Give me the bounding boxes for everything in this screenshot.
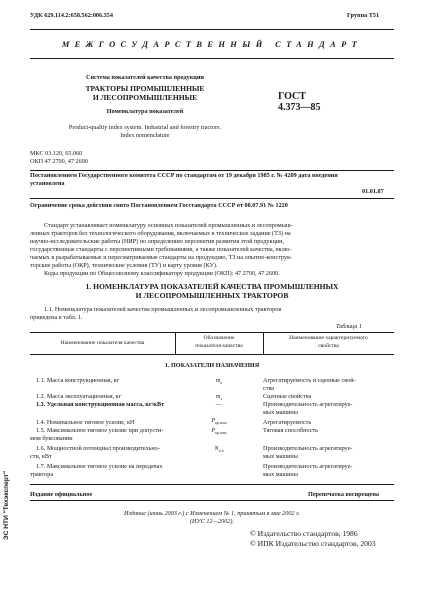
section-paragraph: 1.1. Номенклатура показателей качества промышленных и лесопромышленных тракторов — [44, 306, 282, 313]
intro-line: торские работы (ОКР), технические условия (ТУ) и карту уровня (КУ). — [30, 262, 218, 269]
col-header-symbol: Обозначение — [203, 335, 235, 341]
english-title-line1: Product-quality index system. Industrial and forestry tractors. — [68, 124, 222, 131]
table-caption: Таблица 1 — [336, 323, 362, 330]
table-row-property: Тяговая способность — [263, 427, 318, 434]
table-row-name: мом буксовании — [30, 435, 73, 442]
col-header-name: Наименование показателя качества — [60, 340, 145, 346]
effective-date: 01.01.87 — [362, 188, 384, 195]
system-title: Система показателей качества продукции — [86, 74, 204, 81]
doc-title-line1: ТРАКТОРЫ ПРОМЫШЛЕННЫЕ — [85, 84, 205, 93]
table-row-symbol: $P_{кр.max}$ — [211, 427, 227, 436]
section-paragraph: приведена в табл. 1. — [30, 314, 83, 321]
limit-removed-note: Ограничение срока действия снято Постановлением Госстандарта СССР от 08.07.91 № 1220 — [30, 202, 288, 209]
intro-line: чаемых в разрабатываемые и пересматриваемые стандарты на продукцию, ТЗ на опытно-конструк- — [30, 254, 293, 261]
table-row-name: 1.3. Удельная конструкционная масса, кг/кВт — [36, 401, 165, 408]
table-row-property: мых машины — [263, 453, 298, 460]
edition-note-line1: Издание (июнь 2003 г.) с Изменением № 1, принятым в мае 2002 г. — [124, 510, 300, 517]
okp-codes-line: Коды продукции по Общесоюзному классификатору продукции (ОКП): 47 2700, 47 2600. — [44, 270, 280, 277]
intro-line: ленных тракторов без технологического оборудования, включаемых в техническое задание (ТЗ) на — [30, 230, 291, 237]
table-row-property: Производительность агрегатируе- — [263, 401, 353, 408]
reprint-forbidden: Перепечатка воспрещена — [308, 491, 379, 498]
table-row-name: 1.1. Масса конструкционная, кг — [36, 377, 120, 384]
table-row-name: трактора — [30, 471, 54, 478]
table-row-property: Агрегатируемость и сцепные свой- — [263, 377, 356, 384]
table-top-rule — [30, 332, 394, 333]
table-row-property: Агрегатируемость — [263, 419, 312, 426]
table-row-property: мых машины — [263, 409, 298, 416]
english-title-line2: Index nomenclature — [120, 132, 170, 139]
side-source-stamp: ЭС НТИ "Техэксперт" — [3, 470, 10, 540]
mks-code: МКС 03.120, 65.060 — [30, 150, 83, 157]
table-row-name: сти, кВт — [30, 453, 52, 460]
table-bottom-rule — [30, 484, 394, 485]
table-row-symbol: $N_{п.п}$ — [214, 445, 224, 454]
table-row-property: ства — [263, 385, 275, 392]
copyright-1986: © Издательство стандартов, 1986 — [250, 529, 358, 538]
intro-line: Стандарт устанавливает номенклатуру основных показателей промышленных и лесопромыш- — [44, 222, 293, 229]
okp-code: ОКП 47 2700, 47 2600 — [30, 158, 88, 165]
section-heading-line1: 1. НОМЕНКЛАТУРА ПОКАЗАТЕЛЕЙ КАЧЕСТВА ПРОМЫШЛЕННЫХ — [85, 282, 339, 291]
decree-line1: Постановлением Государственного комитета СССР по стандартам от 19 декабря 1985 г. № 4209 дата введения — [30, 172, 338, 179]
gost-number: 4.373—85 — [278, 102, 321, 113]
table-row-symbol: $P_{кр.ном}$ — [211, 417, 227, 426]
table-row-property: Сцепные свойства — [263, 393, 312, 400]
decree-rule — [30, 198, 394, 199]
table-row-symbol: $m_э$ — [215, 393, 223, 402]
col-header-property: свойства — [318, 343, 339, 349]
table-row-name: 1.2. Масса эксплуатационная, кг — [36, 393, 122, 400]
table-row-property: Производительность агрегатируе- — [263, 445, 353, 452]
col-header-property: Наименование характеризуемого — [289, 335, 368, 341]
table-group-heading: 1. ПОКАЗАТЕЛИ НАЗНАЧЕНИЯ — [164, 362, 260, 369]
table-row-symbol: $m_к$ — [215, 377, 223, 386]
gost-label: ГОСТ — [278, 91, 306, 102]
doc-subtitle: Номенклатура показателей — [106, 108, 184, 115]
table-row-property: мых машины — [263, 471, 298, 478]
section-heading-line2: И ЛЕСОПРОМЫШЛЕННЫХ ТРАКТОРОВ — [135, 291, 289, 300]
footer-rule — [30, 500, 394, 501]
udk-code: УДК 629.114.2:658.562:006.354 — [30, 12, 113, 19]
table-row-name: 1.6. Мощностной потенциал производительно- — [36, 445, 160, 452]
titleblock-rule — [30, 170, 394, 171]
official-edition: Издание официальное — [30, 491, 93, 498]
banner-rule — [30, 58, 394, 59]
table-row-name: 1.7. Максимальное тяговое усилие на передачах — [36, 463, 163, 470]
table-row-property: Производительность агрегатируе- — [263, 463, 353, 470]
intro-line: государственные стандарты с перспективными требованиями, а также показателей качества, вклю- — [30, 246, 292, 253]
decree-line2: установлена — [30, 180, 65, 187]
group-code: Группа Т51 — [347, 12, 380, 19]
table-header-rule — [30, 354, 394, 355]
table-row-symbol: — — [215, 401, 223, 408]
edition-note-line2: (ИУС 12—2002). — [189, 518, 235, 525]
table-row-name: 1.4. Номинальное тяговое усилие, кН — [36, 419, 135, 426]
table-row-name: 1.5. Максимальное тяговое усилие при допусти- — [36, 427, 164, 434]
copyright-2003: © ИПК Издательство стандартов, 2003 — [250, 539, 376, 548]
doc-title-line2: И ЛЕСОПРОМЫШЛЕННЫЕ — [92, 93, 198, 102]
interstate-standard-banner: МЕЖГОСУДАРСТВЕННЫЙ СТАНДАРТ — [61, 40, 363, 49]
header-rule — [30, 29, 394, 30]
intro-line: научно-исследовательские работы (НИР) по определению перспектив развития этой продукции, — [30, 238, 285, 245]
col-header-symbol: показателя качества — [195, 343, 243, 349]
